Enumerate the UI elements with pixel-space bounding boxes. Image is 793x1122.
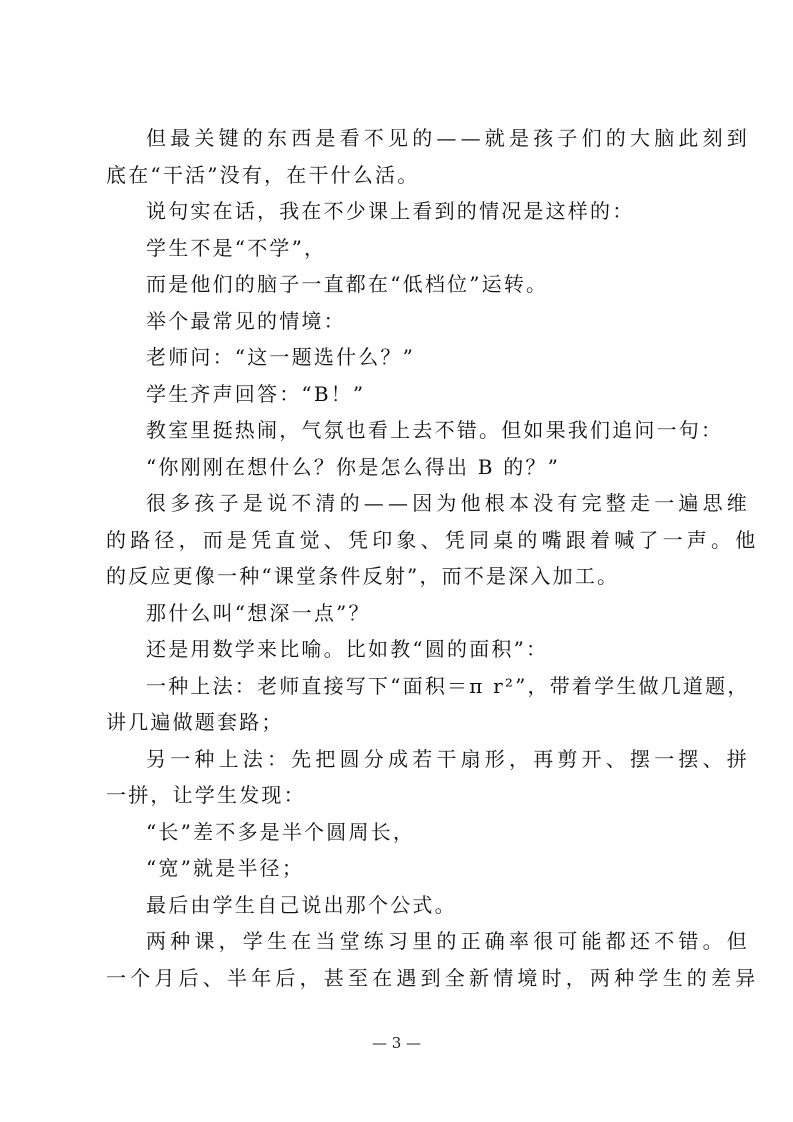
body-text: [106, 120, 760, 996]
text-line: 老师问：“这一题选什么？”: [146, 345, 416, 369]
text-line: 一种上法：老师直接写下“面积＝π r²”，带着学生做几道题，: [146, 673, 750, 698]
text-line: 的反应更像一种“课堂条件反射”，而不是深入加工。: [106, 564, 620, 588]
text-line: 教室里挺热闹，气氛也看上去不错。但如果我们追问一句：: [146, 418, 724, 442]
text-line: “宽”就是半径；: [146, 856, 305, 880]
text-line: 讲几遍做题套路；: [106, 710, 284, 734]
text-line: 很多孩子是说不清的——因为他根本没有完整走一遍思维: [146, 491, 751, 515]
text-line: 学生不是“不学”，: [146, 235, 327, 260]
text-line: 举个最常见的情境：: [146, 308, 346, 333]
text-line: 一拼，让学生发现：: [106, 783, 306, 807]
text-line: 底在“干活”没有，在干什么活。: [106, 162, 420, 187]
text-line: 还是用数学来比喻。比如教“圆的面积”：: [146, 637, 549, 661]
text-line: 而是他们的脑子一直都在“低档位”运转。: [146, 272, 549, 296]
text-line: 两种课，学生在当堂练习里的正确率很可能都还不错。但: [146, 929, 751, 953]
text-line: 另一种上法：先把圆分成若干扇形，再剪开、摆一摆、拼: [146, 746, 751, 771]
text-line: 一个月后、半年后，甚至在遇到全新情境时，两种学生的差异: [106, 965, 760, 990]
text-line: “你刚刚在想什么？你是怎么得出 B 的？”: [146, 454, 561, 479]
text-line: 但最关键的东西是看不见的——就是孩子们的大脑此刻到: [146, 126, 751, 150]
text-line: 的路径，而是凭直觉、凭印象、凭同桌的嘴跟着喊了一声。他: [106, 527, 760, 552]
text-line: 那什么叫“想深一点”？: [146, 600, 371, 625]
page-number: — 3 —: [371, 1034, 422, 1052]
text-line: 学生齐声回答：“B！”: [146, 381, 366, 406]
text-line: 说句实在话，我在不少课上看到的情况是这样的：: [146, 199, 635, 223]
text-line: 最后由学生自己说出那个公式。: [146, 892, 457, 917]
text-line: “长”差不多是半个圆周长，: [146, 819, 416, 844]
